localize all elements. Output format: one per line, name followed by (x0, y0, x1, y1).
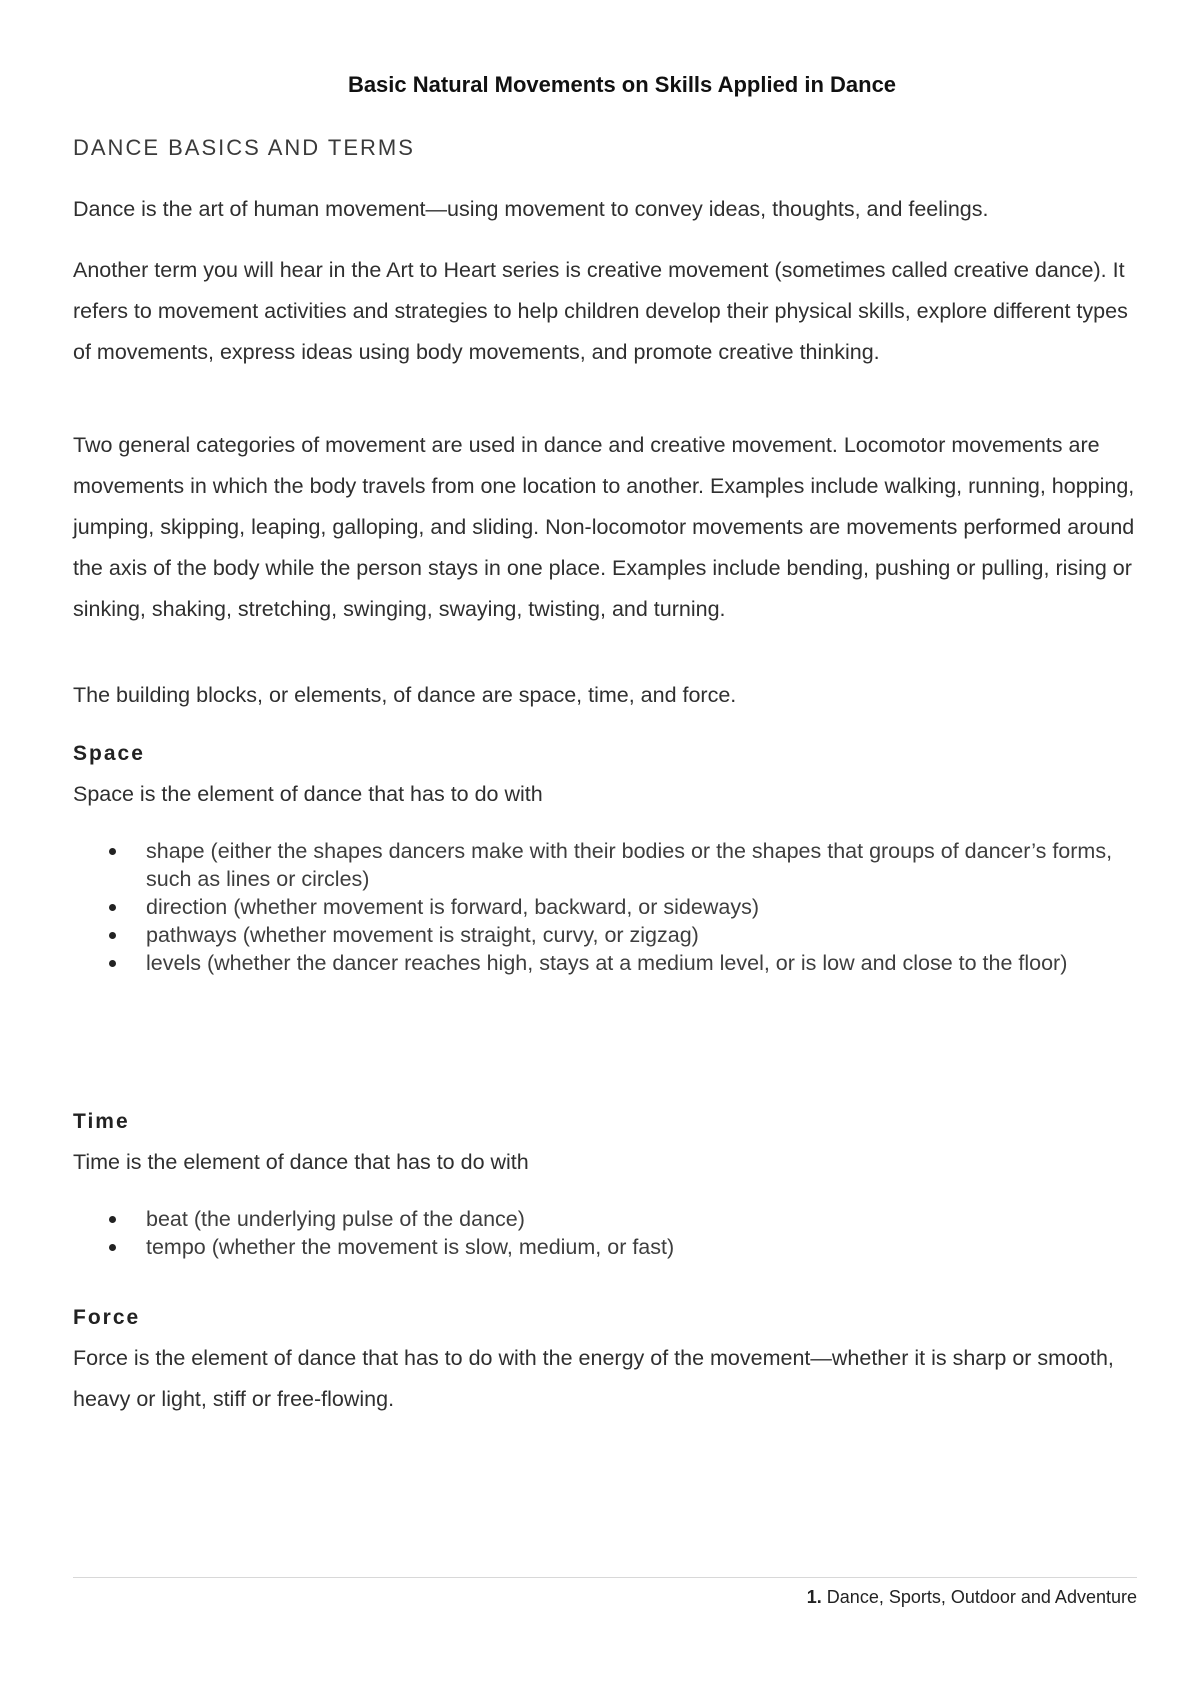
document-title: Basic Natural Movements on Skills Applied in Dance (347, 72, 897, 97)
footer-divider (73, 1577, 1137, 1578)
bullet-icon (109, 848, 116, 855)
list-item (73, 837, 1137, 893)
space-intro: Space is the element of dance that has to do with (73, 782, 543, 806)
bullet-icon (109, 904, 116, 911)
bullet-icon (109, 932, 116, 939)
space-list (73, 837, 1137, 977)
time-list (73, 1205, 1137, 1261)
paragraph-creative-movement: Another term you will hear in the Art to Heart series is creative movement (sometimes called creative dance). It refers to movement activities and strategies to help children develop their physical skills, explore different types of movements, express ideas using body movements, and promote creative thinking. (73, 258, 1128, 364)
list-item-text: pathways (whether movement is straight, curvy, or zigzag) (146, 923, 699, 947)
time-heading: Time (73, 1110, 130, 1133)
list-item-text: direction (whether movement is forward, backward, or sideways) (146, 895, 759, 919)
list-item-text: shape (either the shapes dancers make with their bodies or the shapes that groups of dancer’s forms, such as lines or circles) (146, 839, 1113, 891)
bullet-icon (109, 1244, 116, 1251)
footer-label: Dance, Sports, Outdoor and Adventure (821, 1587, 1137, 1607)
paragraph-building-blocks: The building blocks, or elements, of dance are space, time, and force. (73, 683, 737, 707)
footer-number: 1. (806, 1587, 822, 1607)
force-text: Force is the element of dance that has to do with the energy of the movement—whether it is sharp or smooth, heavy or light, stiff or free-flowing. (73, 1346, 1114, 1411)
list-item (73, 949, 1137, 977)
list-item-text: tempo (whether the movement is slow, medium, or fast) (146, 1235, 675, 1259)
list-item-text: beat (the underlying pulse of the dance) (146, 1207, 525, 1231)
list-item (73, 1233, 1137, 1261)
bullet-icon (109, 1216, 116, 1223)
force-heading: Force (73, 1306, 141, 1329)
space-heading: Space (73, 742, 145, 765)
list-item-text: levels (whether the dancer reaches high, stays at a medium level, or is low and close to the floor) (146, 951, 1068, 975)
list-item (73, 921, 1137, 949)
time-intro: Time is the element of dance that has to do with (73, 1150, 529, 1174)
page-footer (807, 1587, 1137, 1608)
list-item (73, 893, 1137, 921)
bullet-icon (109, 960, 116, 967)
section-heading: DANCE BASICS AND TERMS (73, 135, 415, 160)
paragraph-definition: Dance is the art of human movement—using movement to convey ideas, thoughts, and feelings. (73, 197, 989, 221)
list-item (73, 1205, 1137, 1233)
paragraph-movement-categories: Two general categories of movement are used in dance and creative movement. Locomotor movements are movements in which the body travels from one location to another. Examples include walking, running, hopping, jumping, skipping, leaping, galloping, and sliding. Non-locomotor movements are movements performed around the axis of the body while the person stays in one place. Examples include bending, pushing or pulling, rising or sinking, shaking, stretching, swinging, swaying, twisting, and turning. (73, 433, 1135, 621)
